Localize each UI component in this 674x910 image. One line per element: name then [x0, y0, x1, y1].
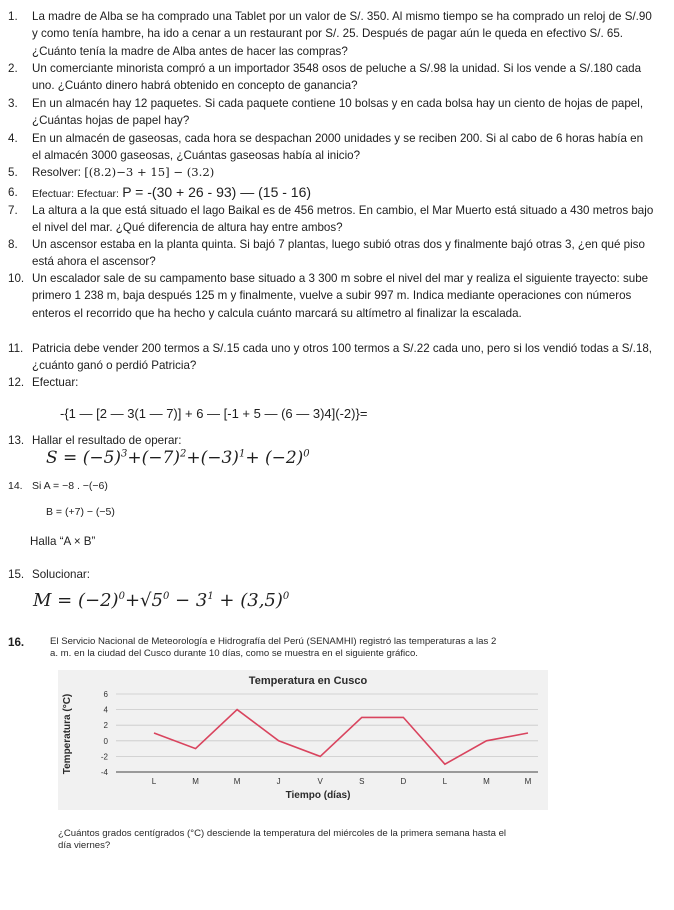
question-number: 3.: [8, 97, 18, 110]
x-tick-label: M: [524, 777, 532, 786]
x-tick-label: L: [442, 777, 448, 786]
question-text: Resolver:: [32, 166, 81, 179]
q14-ask: Halla “A × B”: [30, 535, 96, 548]
question-7: [8, 202, 654, 237]
formula-term: +√5: [124, 590, 163, 611]
question-14: [8, 478, 654, 495]
formula-exponent: 1: [207, 591, 214, 602]
question-text: La altura a la que está situado el lago Baikal es de 456 metros. En cambio, el Mar Muerto está situado a 430 metros bajo el nivel del mar. ¿Qué diferencia de altura hay entre ambos?: [32, 204, 654, 235]
q14-expression-b: B = (+7) − (−5): [46, 506, 115, 518]
formula-exponent: 0: [282, 591, 290, 602]
formula-lhs: S =: [46, 448, 83, 468]
expression: [(8.2)−3 + 15] − (3.2): [84, 165, 215, 179]
question-number: 8.: [8, 238, 18, 251]
formula-term: +(−3): [186, 448, 239, 468]
question-3: [8, 95, 654, 130]
formula-term: + (−2): [245, 448, 304, 468]
formula-term: + (3,5): [213, 590, 283, 611]
chart-x-label: Tiempo (días): [285, 790, 351, 801]
question-number: 10.: [8, 272, 25, 285]
temperature-chart-svg: [58, 670, 548, 810]
x-tick-label: M: [483, 777, 490, 786]
formula-term: (−2): [77, 590, 119, 611]
formula-exponent: 0: [303, 448, 310, 460]
y-tick-label: -4: [100, 768, 108, 777]
formula-term: +(−7): [127, 448, 180, 468]
question-number: 7.: [8, 204, 18, 217]
y-tick-label: 6: [103, 690, 108, 699]
question-number: 1.: [8, 10, 18, 23]
y-tick-label: -2: [100, 752, 108, 762]
formula-exponent: 0: [162, 591, 170, 602]
question-8: [8, 236, 654, 271]
question-number: 4.: [8, 132, 18, 145]
y-tick-label: 0: [103, 736, 108, 746]
question-number: 11.: [8, 342, 24, 355]
question-number: 5.: [8, 166, 18, 179]
q15-formula: [33, 592, 289, 609]
expression: P = -(30 + 26 - 93) — (15 - 16): [122, 184, 312, 200]
question-12: [8, 374, 654, 391]
question-number: 6.: [8, 186, 18, 199]
question-text: Hallar el resultado de operar:: [32, 434, 182, 447]
question-2: [8, 60, 654, 95]
formula-term: (−5): [82, 448, 122, 468]
formula-exponent: 2: [179, 448, 187, 460]
question-13: [8, 432, 654, 449]
question-text: La madre de Alba se ha comprado una Tablet por un valor de S/. 350. Al mismo tiempo se ha comprado un reloj de S/.90 y como tenía hambre, ha ido a cenar a un restaurant por S/. 25. Después de pagar aún le queda en efectivo S/. 65. ¿Cuánto tenía la madre de Alba antes de hacer las compras?: [32, 10, 652, 58]
chart-y-label: Temperatura (°C): [62, 693, 73, 775]
x-tick-label: D: [400, 777, 407, 786]
question-6: [8, 184, 654, 203]
question-text: En un almacén de gaseosas, cada hora se despachan 2000 unidades y se reciben 200. Si al cabo de 6 horas había en el almacén 3000 gaseosas, ¿Cuántas gaseosas había al inicio?: [32, 132, 644, 163]
q16-text: El Servicio Nacional de Meteorología e Hidrografía del Perú (SENAMHI) registró las temperaturas a las 2 a. m. en la ciudad del Cusco durante 10 días, como se muestra en el siguiente gráfico.: [50, 636, 497, 659]
question-1: [8, 8, 654, 60]
question-text: Si A = −8 . −(−6): [32, 480, 108, 492]
question-15: [8, 566, 654, 583]
formula-term: − 3: [169, 590, 208, 611]
q13-formula: [46, 450, 310, 467]
y-tick-label: 2: [103, 721, 108, 731]
question-number: 12.: [8, 376, 25, 389]
question-number: 2.: [8, 62, 18, 75]
x-tick-label: J: [276, 777, 281, 786]
formula-exponent: 3: [121, 448, 128, 460]
question-number: 13.: [8, 434, 25, 447]
question-5: [8, 164, 654, 181]
q16-question: ¿Cuántos grados centígrados (°C) desciende la temperatura del miércoles de la primera semana hasta el día viernes?: [58, 828, 507, 851]
q12-expression: -{1 — [2 — 3(1 — 7)] + 6 — [-1 + 5 — (6 — 3)4](-2)}=: [60, 406, 368, 421]
question-4: [8, 130, 654, 165]
question-text: Un ascensor estaba en la planta quinta. Si bajó 7 plantas, luego subió otras dos y finalmente bajó otras 3, ¿en qué piso está ahora el ascensor?: [32, 238, 645, 269]
formula-exponent: 1: [238, 448, 246, 460]
question-number: 14.: [8, 480, 23, 492]
question-10: [8, 270, 654, 322]
x-tick-label: M: [192, 777, 199, 786]
question-text: Un comerciante minorista compró a un importador 3548 osos de peluche a S/.98 la unidad. Si los vende a S/.180 cada uno. ¿Cuánto dinero habrá obtenido en concepto de ganancia?: [32, 62, 642, 93]
question-text: Efectuar:: [32, 376, 79, 389]
formula-lhs: M =: [33, 590, 78, 611]
question-text: Efectuar: Efectuar:: [32, 188, 119, 200]
question-text: En un almacén hay 12 paquetes. Si cada paquete contiene 10 bolsas y en cada bolsa hay un ciento de hojas de papel, ¿Cuántas hojas de papel hay?: [32, 97, 644, 128]
question-text: Un escalador sale de su campamento base situado a 3 300 m sobre el nivel del mar y realiza el siguiente trayecto: sube primero 1 238 m, baja después 125 m y finalmente, vuelve a subir 997 m. Indica mediante operaciones con números enteros el recorrido que ha hecho y calcula cuánto marcará su altímetro al finalizar la escalada.: [32, 272, 649, 320]
x-tick-label: S: [359, 777, 365, 786]
x-tick-label: M: [233, 777, 241, 786]
x-tick-label: V: [317, 777, 323, 786]
question-text: Solucionar:: [32, 568, 91, 581]
question-text: Patricia debe vender 200 termos a S/.15 cada uno y otros 100 termos a S/.22 cada uno, pero si los vendió todas a S/.18, ¿cuánto ganó o perdió Patricia?: [32, 342, 652, 373]
x-tick-label: L: [151, 777, 157, 786]
y-tick-label: 4: [103, 705, 108, 715]
formula-exponent: 0: [118, 591, 125, 602]
question-number: 15.: [8, 568, 25, 581]
question-11: [8, 340, 654, 375]
temperature-chart: [58, 670, 548, 810]
chart-title: Temperatura en Cusco: [248, 675, 368, 687]
question-number: 16.: [8, 636, 25, 649]
